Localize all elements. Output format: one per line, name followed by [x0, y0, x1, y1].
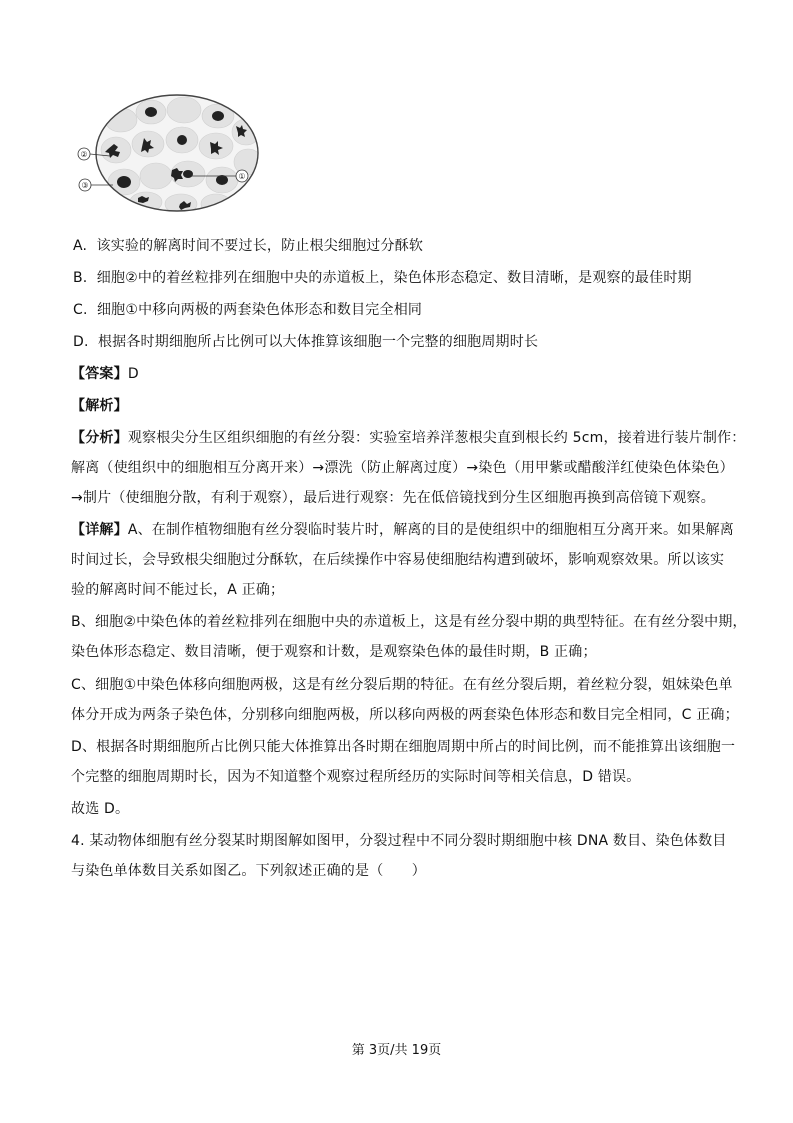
question-4-line-1: 4. 某动物体细胞有丝分裂某时期图解如图甲，分裂过程中不同分裂时期细胞中核 DNA 数目、染色体数目 — [71, 833, 727, 849]
xiangjie-line-6: C、细胞①中染色体移向细胞两极，这是有丝分裂后期的特征。在有丝分裂后期，着丝粒分裂，姐妹染色单 — [71, 677, 733, 693]
answer-line — [71, 364, 139, 384]
microscope-figure — [76, 92, 262, 214]
figure-label-3: ③ — [81, 181, 89, 190]
fenxi-line-1: 【分析】观察根尖分生区组织细胞的有丝分裂：实验室培养洋葱根尖直到根长约 5cm，接着进行装片制作： — [71, 430, 746, 446]
xiangjie-line-2: 时间过长，会导致根尖细胞过分酥软，在后续操作中容易使细胞结构遭到破坏，影响观察效果。所以该实 — [71, 552, 725, 568]
xiangjie-tag: 【详解】 — [71, 522, 128, 538]
xiangjie-line-10: 故选 D。 — [71, 801, 130, 817]
answer-value: D — [127, 366, 139, 382]
xiangjie-line-5: 染色体形态稳定、数目清晰，便于观察和计数，是观察染色体的最佳时期，B 正确； — [71, 644, 597, 660]
page-number: 第 3页/共 19页 — [351, 1043, 442, 1058]
option-letter: D. — [73, 334, 89, 350]
figure-label-2: ② — [80, 150, 88, 159]
option-letter: C. — [73, 302, 88, 318]
option-b — [73, 268, 692, 288]
answer-tag: 【答案】 — [71, 366, 128, 382]
option-d — [73, 332, 538, 352]
xiangjie-line-1: 【详解】A、在制作植物细胞有丝分裂临时装片时，解离的目的是使组织中的细胞相互分离开来。如果解离 — [71, 522, 734, 538]
option-text: 细胞②中的着丝粒排列在细胞中央的赤道板上，染色体形态稳定、数目清晰，是观察的最佳时期 — [96, 270, 692, 286]
xiangjie-line-4: B、细胞②中染色体的着丝粒排列在细胞中央的赤道板上，这是有丝分裂中期的典型特征。在有丝分裂中期， — [71, 614, 747, 630]
fenxi-line-3: →制片（使细胞分散，有利于观察），最后进行观察：先在低倍镜找到分生区细胞再换到高倍镜下观察。 — [71, 490, 715, 506]
fenxi-line-2: 解离（使组织中的细胞相互分离开来）→漂洗（防止解离过度）→染色（用甲紫或醋酸洋红使染色体染色） — [71, 460, 734, 476]
question-4-line-2: 与染色单体数目关系如图乙。下列叙述正确的是（ ） — [71, 863, 426, 879]
analysis-heading: 【解析】 — [71, 398, 128, 414]
figure-label-1: ① — [238, 172, 246, 181]
option-text: 根据各时期细胞所占比例可以大体推算该细胞一个完整的细胞周期时长 — [97, 334, 539, 350]
option-text: 细胞①中移向两极的两套染色体形态和数目完全相同 — [96, 302, 423, 318]
option-letter: A. — [73, 238, 88, 254]
option-letter: B. — [73, 270, 88, 286]
fenxi-tag: 【分析】 — [71, 430, 128, 446]
option-a — [73, 236, 423, 256]
xiangjie-line-8: D、根据各时期细胞所占比例只能大体推算出各时期在细胞周期中所占的时间比例，而不能推算出该细胞一 — [71, 739, 736, 755]
xiangjie-line-7: 体分开成为两条子染色体，分别移向细胞两极，所以移向两极的两套染色体形态和数目完全相同，C 正确； — [71, 707, 739, 723]
option-c — [73, 300, 422, 320]
xiangjie-line-9: 个完整的细胞周期时长，因为不知道整个观察过程所经历的实际时间等相关信息，D 错误。 — [71, 769, 641, 785]
xiangjie-line-3: 验的解离时间不能过长，A 正确； — [71, 582, 285, 598]
option-text: 该实验的解离时间不要过长，防止根尖细胞过分酥软 — [96, 238, 424, 254]
